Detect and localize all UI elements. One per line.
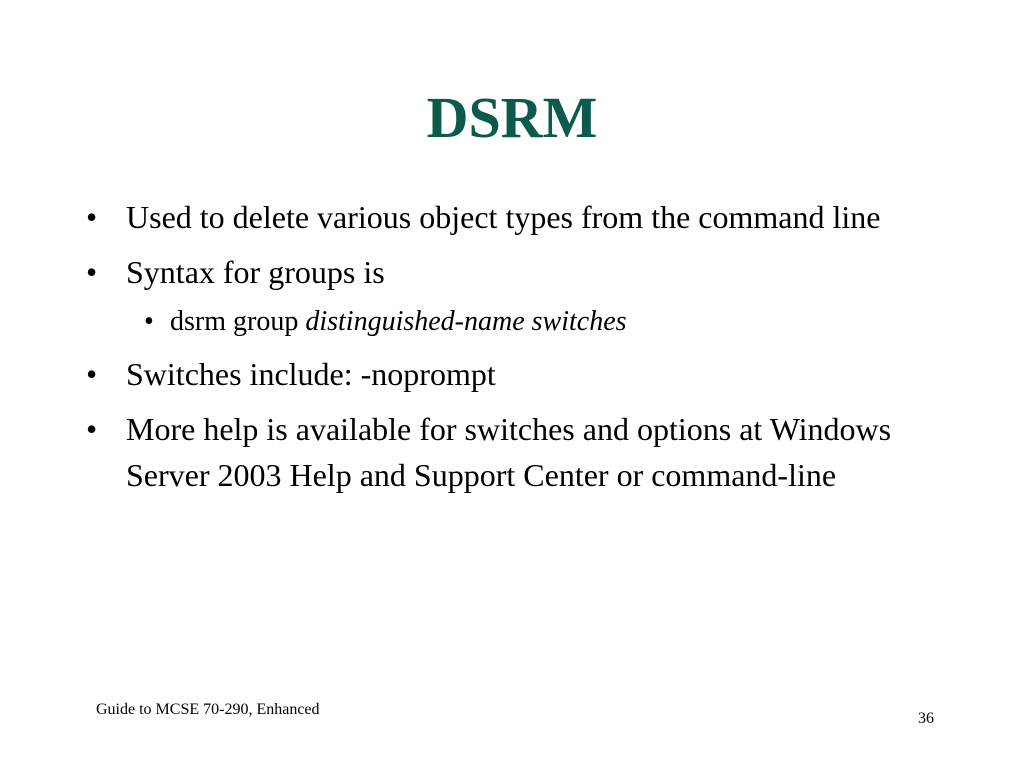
bullet-icon: •	[144, 306, 154, 337]
slide-body	[86, 194, 956, 507]
bullet-icon: •	[86, 411, 98, 447]
bullet-item	[86, 351, 956, 397]
sub-bullet-item	[86, 302, 956, 342]
sub-bullet-text-plain: dsrm group	[170, 306, 306, 337]
bullet-text: Switches include: -noprompt	[126, 356, 496, 392]
bullet-text: Used to delete various object types from the command line	[126, 199, 881, 235]
bullet-item	[86, 194, 956, 240]
bullet-item	[86, 249, 956, 295]
sub-bullet-text-italic: distinguished-name switches	[305, 306, 627, 337]
footer-course-title: Guide to MCSE 70-290, Enhanced	[96, 701, 320, 718]
bullet-item	[86, 406, 956, 498]
page-number: 36	[918, 710, 934, 727]
bullet-icon: •	[86, 199, 98, 235]
bullet-icon: •	[86, 356, 98, 392]
bullet-icon: •	[86, 254, 98, 290]
bullet-text: Syntax for groups is	[126, 254, 385, 290]
bullet-text: More help is available for switches and options at Windows Server 2003 Help and Support Center or command-line	[126, 411, 892, 493]
slide-title: DSRM	[426, 85, 598, 150]
